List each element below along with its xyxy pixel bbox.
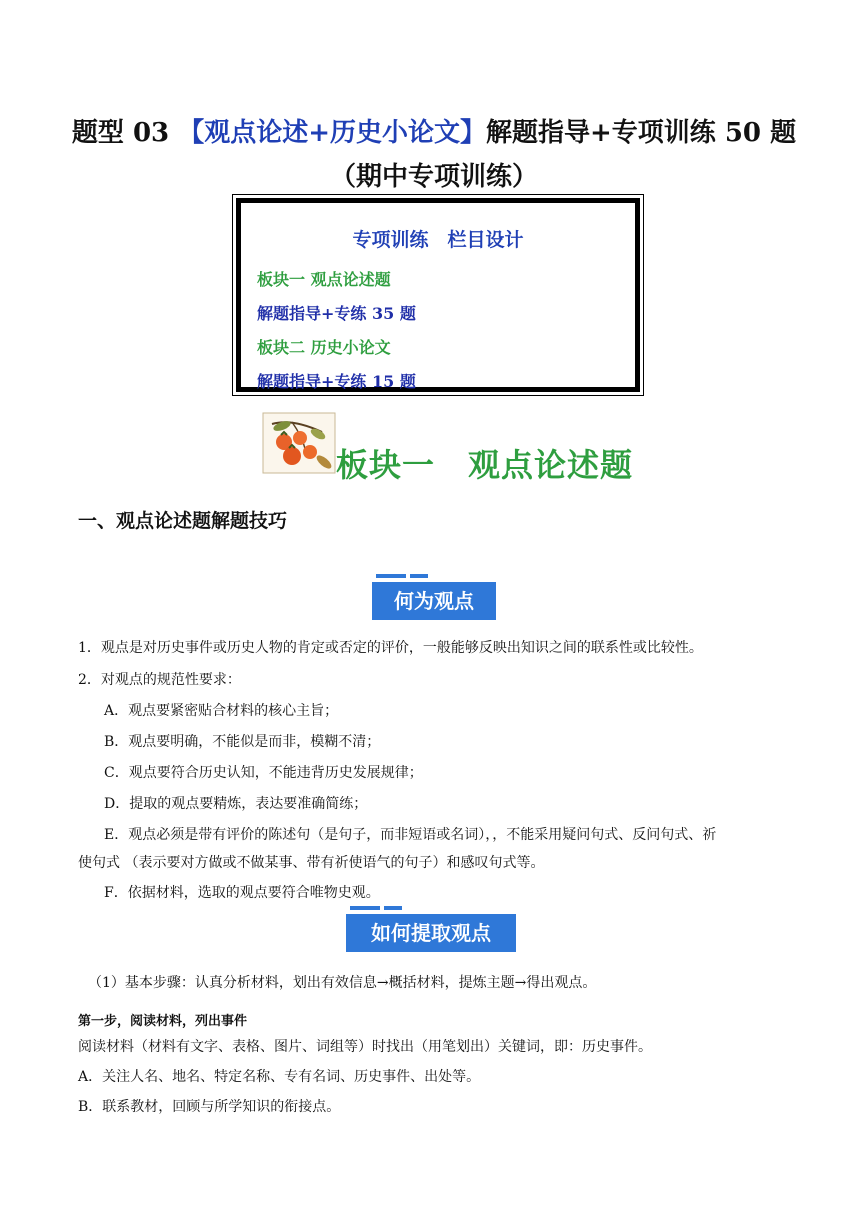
tag-how-to-extract bbox=[346, 914, 516, 952]
title-bracket: 【观点论述+历史小论文】 bbox=[178, 118, 486, 148]
title-suffix: 解题指导+专项训练 50 题 bbox=[486, 118, 797, 148]
list-item: C．观点要符合历史认知，不能违背历史发展规律； bbox=[104, 765, 423, 781]
document-subtitle: （期中专项训练） bbox=[329, 162, 538, 192]
toc-item: 解题指导+专练 35 题 bbox=[257, 304, 416, 323]
column-design-box bbox=[236, 198, 640, 392]
paragraph: 2．对观点的规范性要求： bbox=[78, 672, 241, 688]
section-heading: 板块一 观点论述题 bbox=[336, 446, 634, 484]
list-item: A．观点要紧密贴合材料的核心主旨； bbox=[104, 703, 339, 719]
tag-label: 何为观点 bbox=[394, 589, 474, 613]
step-heading: 第一步，阅读材料，列出事件 bbox=[78, 1014, 248, 1029]
toc-heading: 专项训练 栏目设计 bbox=[352, 229, 524, 251]
tag-label: 如何提取观点 bbox=[371, 921, 491, 945]
list-item: D．提取的观点要精炼，表达要准确简练； bbox=[104, 796, 368, 812]
list-item: F．依据材料，选取的观点要符合唯物史观。 bbox=[104, 885, 380, 901]
list-item: B．观点要明确，不能似是而非，模糊不清； bbox=[104, 734, 381, 750]
tag-what-is-viewpoint bbox=[372, 582, 496, 620]
toc-item: 板块二 历史小论文 bbox=[257, 338, 391, 357]
paragraph: 阅读材料（材料有文字、表格、图片、词组等）时找出（用笔划出）关键词，即：历史事件。 bbox=[78, 1039, 652, 1055]
document-title bbox=[0, 112, 868, 149]
list-item-continuation: 使句式 （表示要对方做或不做某事、带有祈使语气的句子）和感叹句式等。 bbox=[78, 855, 545, 871]
list-item: E．观点必须是带有评价的陈述句（是句子，而非短语或名词），，不能采用疑问句式、反问句式、祈 bbox=[104, 827, 717, 843]
toc-item: 解题指导+专练 15 题 bbox=[257, 372, 416, 391]
list-item: B．联系教材，回顾与所学知识的衔接点。 bbox=[78, 1099, 341, 1115]
paragraph: 1．观点是对历史事件或历史人物的肯定或否定的评价，一般能够反映出知识之间的联系性或比较性。 bbox=[78, 640, 703, 656]
toc-item: 板块一 观点论述题 bbox=[257, 270, 391, 289]
paragraph: （1）基本步骤：认真分析材料，划出有效信息→概括材料，提炼主题→得出观点。 bbox=[88, 975, 597, 991]
title-prefix: 题型 03 bbox=[71, 118, 179, 148]
heading-tips: 一、观点论述题解题技巧 bbox=[78, 510, 288, 532]
list-item: A．关注人名、地名、特定名称、专有名词、历史事件、出处等。 bbox=[78, 1069, 481, 1085]
persimmon-icon bbox=[262, 412, 336, 474]
